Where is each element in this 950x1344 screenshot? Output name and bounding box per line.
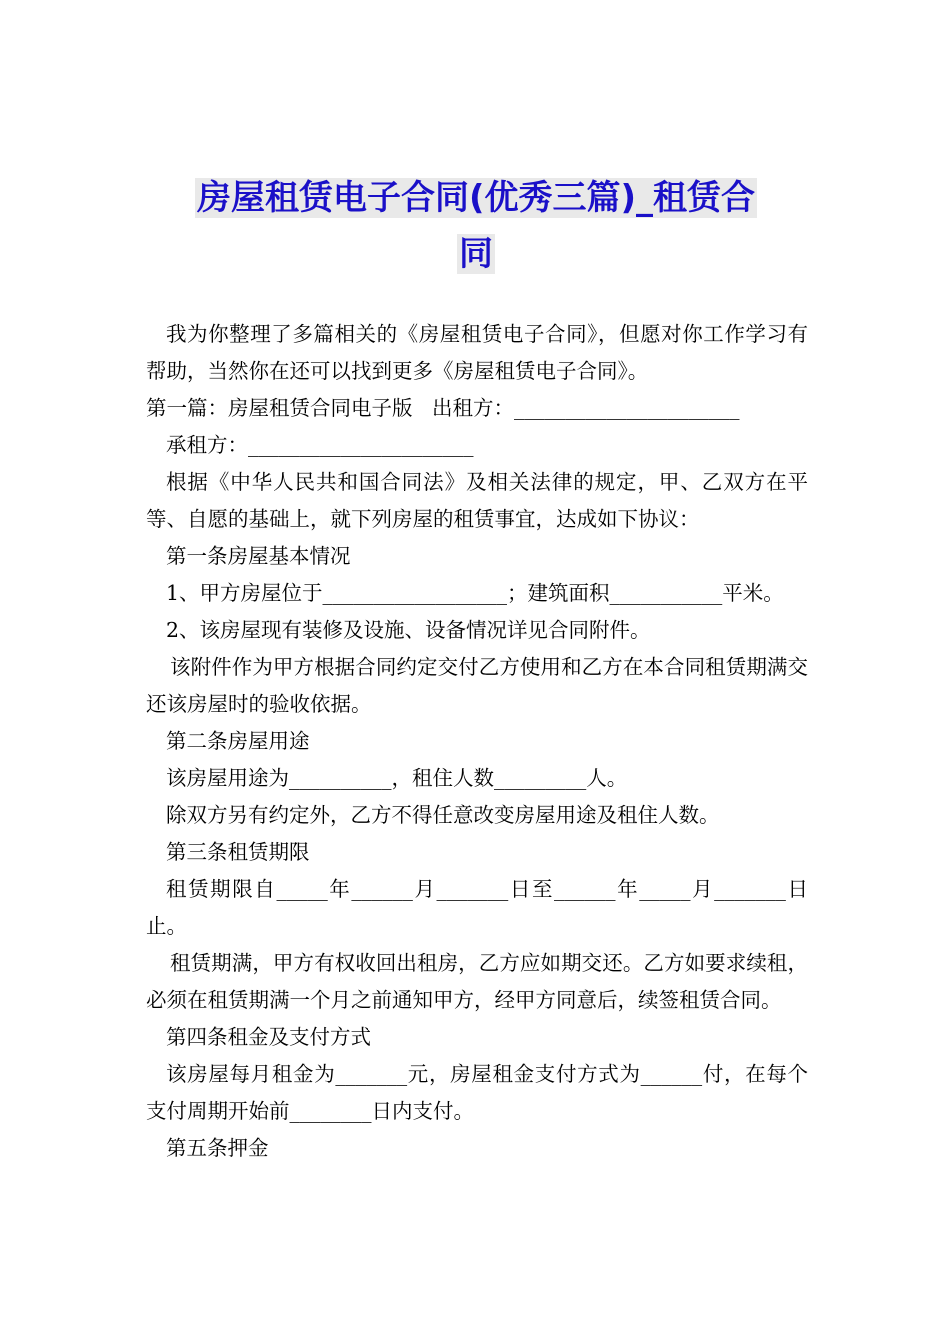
article-1-heading: 第一条房屋基本情况 — [166, 544, 351, 568]
article-1-item-2: 2、该房屋现有装修及设施、设备情况详见合同附件。 — [166, 618, 651, 642]
usage-line: 该房屋用途为__________，租住人数_________人。 — [166, 766, 628, 790]
document-body — [146, 316, 808, 1167]
tenant-line: 承租方：______________________ — [166, 433, 474, 457]
intro-paragraph: 我为你整理了多篇相关的《房屋租赁电子合同》，但愿对你工作学习有帮助，当然你在还可以找到更多《房屋租赁电子合同》。 — [146, 322, 808, 383]
article-1-item-1: 1、甲方房屋位于__________________；建筑面积___________平米。 — [166, 581, 784, 605]
title-line-1: 房屋租赁电子合同(优秀三篇)_租赁合 — [196, 178, 756, 218]
renewal-paragraph: 租赁期满，甲方有权收回出租房，乙方应如期交还。乙方如要求续租，必须在租赁期满一个月之前通知甲方，经甲方同意后，续签租赁合同。 — [146, 951, 808, 1012]
article-4-heading: 第四条租金及支付方式 — [166, 1025, 371, 1049]
rent-paragraph: 该房屋每月租金为_______元，房屋租金支付方式为______付，在每个支付周期开始前________日内支付。 — [146, 1062, 808, 1123]
document-title — [146, 170, 806, 282]
title-line-2: 同 — [459, 234, 493, 274]
section-heading-first: 第一篇：房屋租赁合同电子版 出租方：______________________ — [146, 396, 740, 420]
article-5-heading: 第五条押金 — [166, 1136, 269, 1160]
article-2-heading: 第二条房屋用途 — [166, 729, 310, 753]
article-3-heading: 第三条租赁期限 — [166, 840, 310, 864]
usage-restriction: 除双方另有约定外，乙方不得任意改变房屋用途及租住人数。 — [166, 803, 720, 827]
attachment-paragraph: 该附件作为甲方根据合同约定交付乙方使用和乙方在本合同租赁期满交还该房屋时的验收依据。 — [146, 655, 808, 716]
term-line: 租赁期限自_____年______月_______日至______年_____月_______日止。 — [146, 877, 808, 938]
basis-paragraph: 根据《中华人民共和国合同法》及相关法律的规定，甲、乙双方在平等、自愿的基础上，就下列房屋的租赁事宜，达成如下协议： — [146, 470, 808, 531]
